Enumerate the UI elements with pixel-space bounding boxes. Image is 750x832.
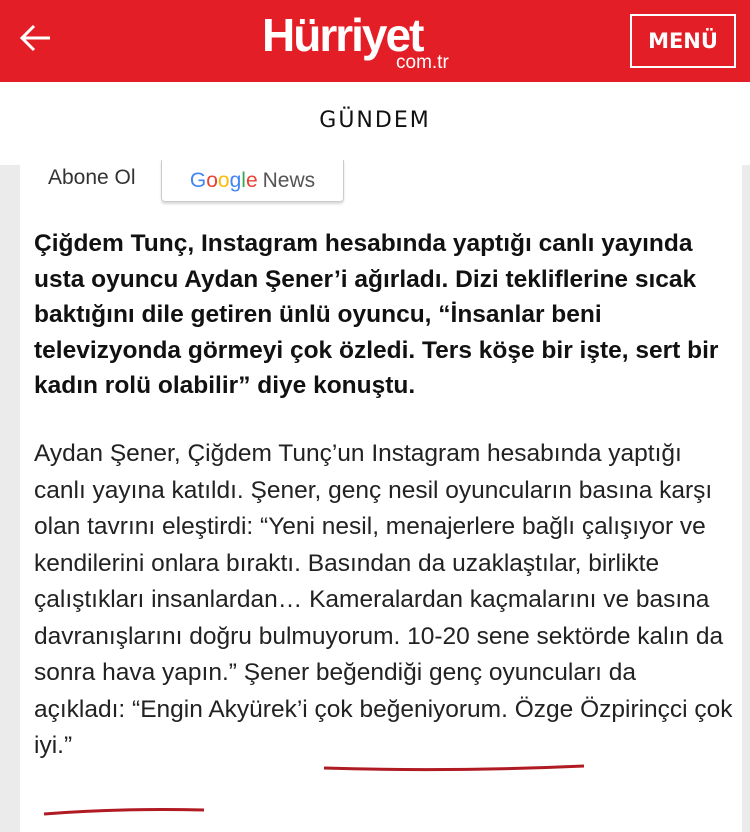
google-letter: G xyxy=(189,168,207,192)
google-letter: e xyxy=(245,168,258,192)
back-arrow-icon[interactable] xyxy=(16,18,56,58)
top-bar xyxy=(0,0,750,82)
menu-button[interactable]: MENÜ xyxy=(630,14,736,68)
page-gutter-left xyxy=(0,165,20,832)
article-lead: Çiğdem Tunç, Instagram hesabında yaptığı canlı yayında usta oyuncu Aydan Şener’i ağırladı. Dizi tekliflerine sıcak baktığını dile getiren ünlü oyuncu, “İnsanlar beni televizyonda görmeyi çok özledi. Ters köşe bir işte, sert bir kadın rolü olabilir” diye konuştu. xyxy=(34,230,719,399)
subscribe-label: Abone Ol xyxy=(48,166,136,189)
red-underline-annotation xyxy=(40,804,210,818)
article-body: Aydan Şener, Çiğdem Tunç’un Instagram hesabında yaptığı canlı yayına katıldı. Şener, genç nesil oyuncuların basına karşı olan tavrını eleştirdi: “Yeni nesil, menajerlere bağlı çalışıyor ve kendilerini onlara bıraktı. Basından da uzaklaştılar, birlikte çalıştıkları insanlardan… Kameralardan kaçmalarını ve basına davranışlarını doğru bulmuyorum. 10-20 sene sektörde kalın da sonra hava yapın.” Şener beğendiği genç oyuncuları da açıkladı: “Engin Akyürek’i çok beğeniyorum. Özge Özpirinçci çok iyi.” xyxy=(34,440,733,759)
news-label: News xyxy=(262,168,316,192)
page-gutter-right xyxy=(742,165,750,832)
google-letter: l xyxy=(241,168,246,192)
google-news-button[interactable] xyxy=(161,160,344,202)
google-letter: o xyxy=(206,168,218,192)
hurriyet-logo[interactable]: Hürriyet xyxy=(262,9,423,61)
hurriyet-logo-domain: com.tr xyxy=(396,52,449,73)
section-title: GÜNDEM xyxy=(319,108,431,133)
google-letter: o xyxy=(217,168,230,192)
google-letter: g xyxy=(229,168,242,192)
